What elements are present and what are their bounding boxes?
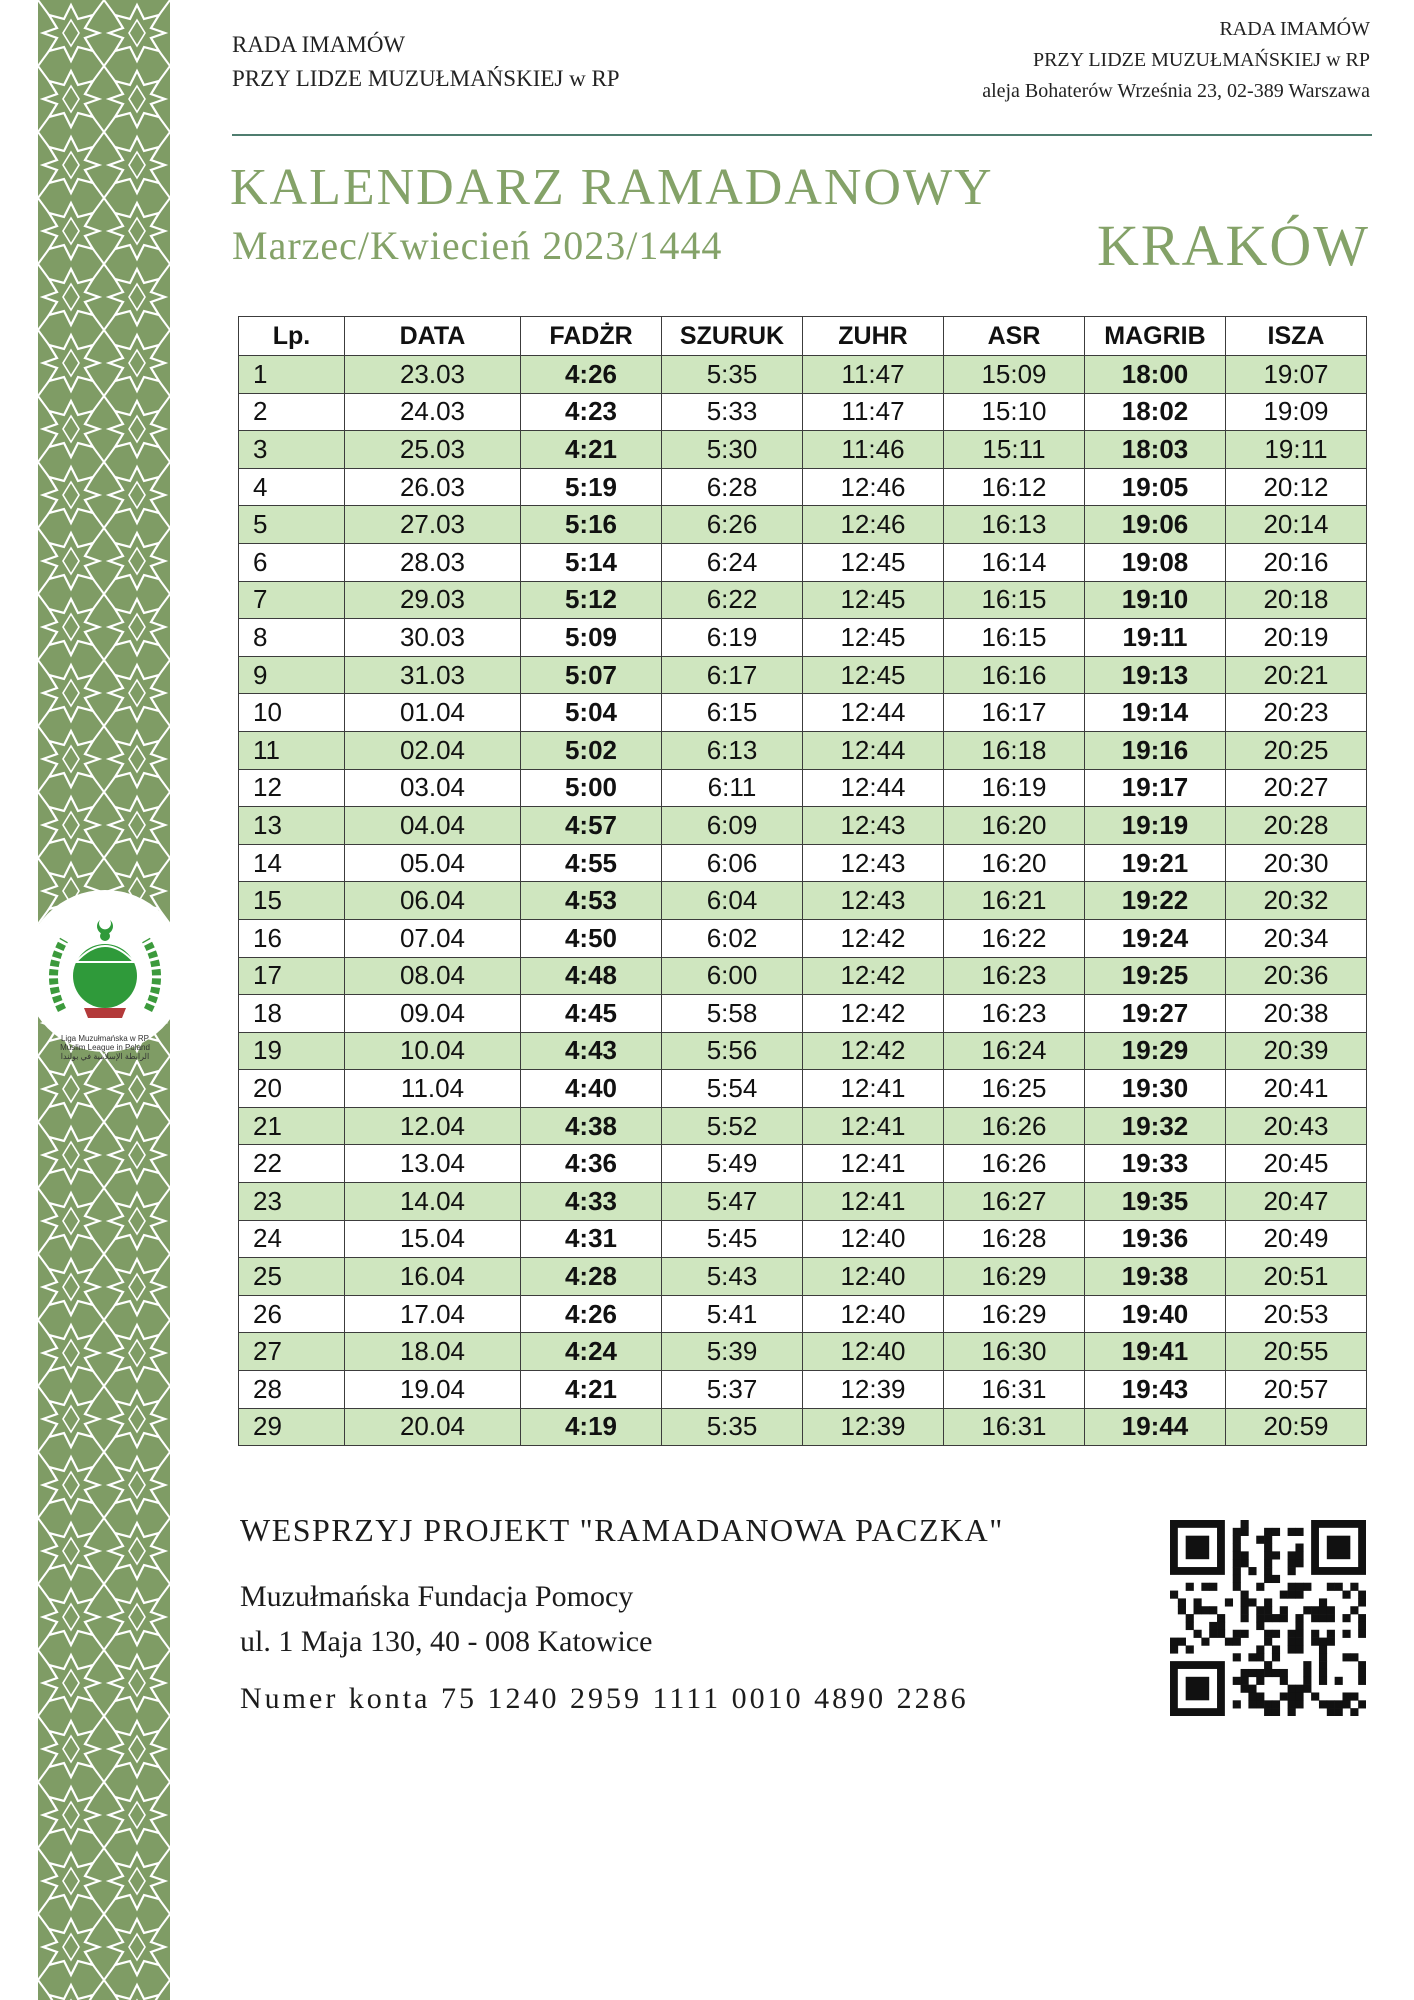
table-cell: 19:38: [1085, 1258, 1226, 1296]
table-cell: 04.04: [345, 807, 521, 845]
table-cell: 5:07: [521, 656, 662, 694]
table-cell: 16:26: [944, 1107, 1085, 1145]
table-cell: 16:31: [944, 1408, 1085, 1446]
table-cell: 4:26: [521, 1295, 662, 1333]
table-cell: 4:26: [521, 356, 662, 394]
table-cell: 12:40: [803, 1258, 944, 1296]
table-cell: 19:19: [1085, 807, 1226, 845]
table-cell: 20: [239, 1070, 345, 1108]
table-cell: 6:00: [662, 957, 803, 995]
table-cell: 18.04: [345, 1333, 521, 1371]
table-row: [239, 431, 1367, 469]
table-cell: 20:51: [1226, 1258, 1367, 1296]
table-cell: 5: [239, 506, 345, 544]
table-cell: 19:33: [1085, 1145, 1226, 1183]
table-cell: 20:23: [1226, 694, 1367, 732]
table-cell: 12:39: [803, 1408, 944, 1446]
table-cell: 6:13: [662, 731, 803, 769]
table-row: [239, 1371, 1367, 1409]
table-cell: 20:19: [1226, 619, 1367, 657]
table-cell: 30.03: [345, 619, 521, 657]
table-cell: 01.04: [345, 694, 521, 732]
table-cell: 4:45: [521, 995, 662, 1033]
table-cell: 12:40: [803, 1220, 944, 1258]
table-cell: 6:02: [662, 919, 803, 957]
table-row: [239, 694, 1367, 732]
table-cell: 4:19: [521, 1408, 662, 1446]
table-cell: 5:39: [662, 1333, 803, 1371]
table-cell: 15:10: [944, 393, 1085, 431]
table-cell: 4:48: [521, 957, 662, 995]
table-cell: 18:02: [1085, 393, 1226, 431]
prayer-times-table: [238, 316, 1367, 1446]
table-cell: 6:06: [662, 844, 803, 882]
table-cell: 20:57: [1226, 1371, 1367, 1409]
table-cell: 20:28: [1226, 807, 1367, 845]
table-cell: 28.03: [345, 543, 521, 581]
page-subtitle: Marzec/Kwiecień 2023/1444: [232, 223, 723, 268]
table-cell: 24.03: [345, 393, 521, 431]
table-cell: 20:30: [1226, 844, 1367, 882]
table-row: [239, 1032, 1367, 1070]
table-cell: 19:30: [1085, 1070, 1226, 1108]
table-cell: 5:09: [521, 619, 662, 657]
table-row: [239, 1183, 1367, 1221]
header-right-line2: PRZY LIDZE MUZUŁMAŃSKIEJ w RP: [1032, 49, 1370, 71]
table-row: [239, 543, 1367, 581]
table-row: [239, 1070, 1367, 1108]
table-cell: 16:31: [944, 1371, 1085, 1409]
table-cell: 5:04: [521, 694, 662, 732]
table-cell: 13: [239, 807, 345, 845]
table-cell: 20:16: [1226, 543, 1367, 581]
table-cell: 5:56: [662, 1032, 803, 1070]
table-cell: 19:25: [1085, 957, 1226, 995]
table-cell: 5:00: [521, 769, 662, 807]
table-cell: 16.04: [345, 1258, 521, 1296]
logo-caption-line1: Liga Muzułmańska w RP: [60, 1034, 150, 1043]
table-row: [239, 1258, 1367, 1296]
table-cell: 4:36: [521, 1145, 662, 1183]
table-cell: 20:53: [1226, 1295, 1367, 1333]
table-cell: 4:23: [521, 393, 662, 431]
table-cell: 12:40: [803, 1333, 944, 1371]
table-cell: 18:00: [1085, 356, 1226, 394]
table-cell: 16:12: [944, 468, 1085, 506]
table-row: [239, 506, 1367, 544]
table-cell: 19:16: [1085, 731, 1226, 769]
table-cell: 19:44: [1085, 1408, 1226, 1446]
table-cell: 09.04: [345, 995, 521, 1033]
table-cell: 5:54: [662, 1070, 803, 1108]
table-cell: 12:44: [803, 694, 944, 732]
table-cell: 08.04: [345, 957, 521, 995]
table-header: [239, 317, 1367, 356]
table-cell: 19:40: [1085, 1295, 1226, 1333]
table-cell: 16:13: [944, 506, 1085, 544]
table-row: [239, 356, 1367, 394]
table-cell: 5:52: [662, 1107, 803, 1145]
table-cell: 16:20: [944, 807, 1085, 845]
table-cell: 16:24: [944, 1032, 1085, 1070]
table-cell: 10: [239, 694, 345, 732]
support-account-number: Numer konta 75 1240 2959 1111 0010 4890 2286: [240, 1682, 969, 1715]
table-row: [239, 1408, 1367, 1446]
table-cell: 10.04: [345, 1032, 521, 1070]
table-cell: 20:18: [1226, 581, 1367, 619]
table-cell: 12:45: [803, 543, 944, 581]
table-cell: 12:43: [803, 882, 944, 920]
table-cell: 16:16: [944, 656, 1085, 694]
table-cell: 6:11: [662, 769, 803, 807]
table-row: [239, 844, 1367, 882]
table-cell: 15:09: [944, 356, 1085, 394]
table-cell: 12:42: [803, 919, 944, 957]
table-cell: 16:17: [944, 694, 1085, 732]
table-row: [239, 1107, 1367, 1145]
table-cell: 19:09: [1226, 393, 1367, 431]
table-cell: 20:38: [1226, 995, 1367, 1033]
header-left-line2: PRZY LIDZE MUZUŁMAŃSKIEJ w RP: [232, 66, 620, 91]
table-cell: 20:32: [1226, 882, 1367, 920]
table-cell: 16:15: [944, 619, 1085, 657]
table-cell: 13.04: [345, 1145, 521, 1183]
table-cell: 4:53: [521, 882, 662, 920]
table-cell: 4:40: [521, 1070, 662, 1108]
table-cell: 4: [239, 468, 345, 506]
table-cell: 4:38: [521, 1107, 662, 1145]
table-cell: 5:47: [662, 1183, 803, 1221]
table-cell: 4:57: [521, 807, 662, 845]
table-header-cell: ZUHR: [803, 317, 944, 356]
table-row: [239, 619, 1367, 657]
table-cell: 20.04: [345, 1408, 521, 1446]
table-cell: 15.04: [345, 1220, 521, 1258]
table-cell: 16: [239, 919, 345, 957]
table-header-cell: MAGRIB: [1085, 317, 1226, 356]
table-cell: 12:45: [803, 619, 944, 657]
table-cell: 19:43: [1085, 1371, 1226, 1409]
table-cell: 12:46: [803, 506, 944, 544]
table-cell: 20:41: [1226, 1070, 1367, 1108]
table-row: [239, 581, 1367, 619]
table-cell: 16:26: [944, 1145, 1085, 1183]
table-cell: 16:15: [944, 581, 1085, 619]
table-row: [239, 1145, 1367, 1183]
table-cell: 19:27: [1085, 995, 1226, 1033]
table-cell: 6:17: [662, 656, 803, 694]
table-cell: 12:45: [803, 581, 944, 619]
table-row: [239, 995, 1367, 1033]
table-cell: 12:44: [803, 769, 944, 807]
city-name: KRAKÓW: [1097, 213, 1370, 278]
page-title: KALENDARZ RAMADANOWY: [230, 159, 994, 216]
table-cell: 5:30: [662, 431, 803, 469]
header-right-line1: RADA IMAMÓW: [1219, 18, 1370, 40]
logo-caption-line3: الرابطة الإسلامية في بولندا: [60, 1052, 150, 1061]
table-cell: 16:21: [944, 882, 1085, 920]
table-cell: 20:36: [1226, 957, 1367, 995]
table-cell: 1: [239, 356, 345, 394]
table-cell: 16:23: [944, 957, 1085, 995]
table-cell: 19:35: [1085, 1183, 1226, 1221]
table-cell: 6: [239, 543, 345, 581]
table-row: [239, 769, 1367, 807]
table-cell: 4:28: [521, 1258, 662, 1296]
table-cell: 15:11: [944, 431, 1085, 469]
table-cell: 5:19: [521, 468, 662, 506]
table-cell: 4:33: [521, 1183, 662, 1221]
table-cell: 16:18: [944, 731, 1085, 769]
table-row: [239, 393, 1367, 431]
table-cell: 12:44: [803, 731, 944, 769]
table-cell: 12:42: [803, 957, 944, 995]
table-cell: 6:15: [662, 694, 803, 732]
support-address: ul. 1 Maja 130, 40 - 008 Katowice: [240, 1625, 653, 1658]
table-cell: 4:21: [521, 431, 662, 469]
table-cell: 12:46: [803, 468, 944, 506]
table-cell: 29.03: [345, 581, 521, 619]
table-header-cell: FADŻR: [521, 317, 662, 356]
table-cell: 16:14: [944, 543, 1085, 581]
table-cell: 6:22: [662, 581, 803, 619]
table-cell: 26: [239, 1295, 345, 1333]
table-cell: 5:49: [662, 1145, 803, 1183]
table-cell: 20:43: [1226, 1107, 1367, 1145]
table-cell: 20:21: [1226, 656, 1367, 694]
table-cell: 11:47: [803, 393, 944, 431]
table-cell: 16:30: [944, 1333, 1085, 1371]
table-body: [239, 356, 1367, 1446]
table-cell: 20:45: [1226, 1145, 1367, 1183]
table-cell: 19:11: [1085, 619, 1226, 657]
muslim-league-logo: [24, 890, 186, 1052]
table-cell: 16:19: [944, 769, 1085, 807]
table-cell: 6:19: [662, 619, 803, 657]
table-cell: 4:31: [521, 1220, 662, 1258]
table-header-cell: DATA: [345, 317, 521, 356]
table-cell: 20:55: [1226, 1333, 1367, 1371]
table-cell: 16:25: [944, 1070, 1085, 1108]
table-cell: 16:23: [944, 995, 1085, 1033]
table-cell: 03.04: [345, 769, 521, 807]
table-cell: 22: [239, 1145, 345, 1183]
header-right: [982, 14, 1370, 107]
table-cell: 20:47: [1226, 1183, 1367, 1221]
table-header-cell: SZURUK: [662, 317, 803, 356]
table-cell: 5:45: [662, 1220, 803, 1258]
table-cell: 02.04: [345, 731, 521, 769]
table-cell: 17: [239, 957, 345, 995]
header-left-line1: RADA IMAMÓW: [232, 32, 406, 57]
support-organization: Muzułmańska Fundacja Pomocy: [240, 1580, 634, 1613]
qr-code: [1170, 1520, 1366, 1716]
table-row: [239, 731, 1367, 769]
muslim-league-emblem-icon: [24, 890, 186, 1052]
table-row: [239, 1333, 1367, 1371]
table-cell: 6:28: [662, 468, 803, 506]
table-header-row: [239, 317, 1367, 356]
table-cell: 14.04: [345, 1183, 521, 1221]
table-cell: 12:43: [803, 807, 944, 845]
table-cell: 31.03: [345, 656, 521, 694]
table-row: [239, 656, 1367, 694]
table-row: [239, 957, 1367, 995]
table-cell: 19:21: [1085, 844, 1226, 882]
table-cell: 16:20: [944, 844, 1085, 882]
table-cell: 12:42: [803, 1032, 944, 1070]
table-cell: 18: [239, 995, 345, 1033]
table-cell: 19:17: [1085, 769, 1226, 807]
table-cell: 19: [239, 1032, 345, 1070]
table-cell: 5:02: [521, 731, 662, 769]
table-cell: 19:29: [1085, 1032, 1226, 1070]
table-cell: 20:39: [1226, 1032, 1367, 1070]
table-cell: 28: [239, 1371, 345, 1409]
table-cell: 5:43: [662, 1258, 803, 1296]
table-cell: 12:42: [803, 995, 944, 1033]
table-cell: 26.03: [345, 468, 521, 506]
table-cell: 6:26: [662, 506, 803, 544]
table-cell: 16:29: [944, 1258, 1085, 1296]
table-cell: 5:35: [662, 1408, 803, 1446]
table-cell: 19:08: [1085, 543, 1226, 581]
header-right-address: aleja Bohaterów Września 23, 02-389 Warszawa: [982, 80, 1370, 102]
table-cell: 20:12: [1226, 468, 1367, 506]
table-cell: 12:40: [803, 1295, 944, 1333]
table-cell: 16:29: [944, 1295, 1085, 1333]
table-cell: 11:46: [803, 431, 944, 469]
table-header-cell: ASR: [944, 317, 1085, 356]
table-cell: 5:12: [521, 581, 662, 619]
table-cell: 19:07: [1226, 356, 1367, 394]
table-cell: 19:10: [1085, 581, 1226, 619]
table-cell: 3: [239, 431, 345, 469]
table-cell: 5:16: [521, 506, 662, 544]
table-cell: 12:41: [803, 1145, 944, 1183]
table-cell: 12:41: [803, 1107, 944, 1145]
table-cell: 5:41: [662, 1295, 803, 1333]
table-cell: 20:34: [1226, 919, 1367, 957]
header-divider: [232, 134, 1372, 136]
table-cell: 19:22: [1085, 882, 1226, 920]
table-row: [239, 919, 1367, 957]
table-cell: 4:24: [521, 1333, 662, 1371]
table-cell: 5:35: [662, 356, 803, 394]
table-cell: 12:45: [803, 656, 944, 694]
table-cell: 19:14: [1085, 694, 1226, 732]
table-cell: 20:14: [1226, 506, 1367, 544]
table-cell: 12:41: [803, 1183, 944, 1221]
table-cell: 06.04: [345, 882, 521, 920]
table-cell: 27.03: [345, 506, 521, 544]
table-cell: 20:49: [1226, 1220, 1367, 1258]
table-cell: 19:11: [1226, 431, 1367, 469]
table-cell: 5:14: [521, 543, 662, 581]
table-cell: 12:39: [803, 1371, 944, 1409]
header-left: [232, 28, 620, 96]
table-cell: 8: [239, 619, 345, 657]
table-cell: 19:36: [1085, 1220, 1226, 1258]
table-header-cell: ISZA: [1226, 317, 1367, 356]
table-row: [239, 1295, 1367, 1333]
table-cell: 25.03: [345, 431, 521, 469]
table-cell: 27: [239, 1333, 345, 1371]
logo-caption: [34, 1034, 176, 1061]
table-cell: 12: [239, 769, 345, 807]
table-cell: 07.04: [345, 919, 521, 957]
qr-code-icon: [1170, 1520, 1366, 1716]
table-header-cell: Lp.: [239, 317, 345, 356]
table-cell: 12:41: [803, 1070, 944, 1108]
table-cell: 7: [239, 581, 345, 619]
table-cell: 25: [239, 1258, 345, 1296]
table-cell: 11: [239, 731, 345, 769]
table-cell: 4:55: [521, 844, 662, 882]
table-row: [239, 882, 1367, 920]
table-cell: 19:06: [1085, 506, 1226, 544]
table-cell: 19:13: [1085, 656, 1226, 694]
table-cell: 20:59: [1226, 1408, 1367, 1446]
table-cell: 4:50: [521, 919, 662, 957]
table-cell: 6:09: [662, 807, 803, 845]
table-cell: 11:47: [803, 356, 944, 394]
table-cell: 29: [239, 1408, 345, 1446]
table-row: [239, 1220, 1367, 1258]
table-cell: 12.04: [345, 1107, 521, 1145]
table-cell: 24: [239, 1220, 345, 1258]
table-cell: 23: [239, 1183, 345, 1221]
table-cell: 2: [239, 393, 345, 431]
table-cell: 4:43: [521, 1032, 662, 1070]
table-cell: 16:27: [944, 1183, 1085, 1221]
table-cell: 20:25: [1226, 731, 1367, 769]
table-cell: 4:21: [521, 1371, 662, 1409]
table-cell: 19:05: [1085, 468, 1226, 506]
table-cell: 19:32: [1085, 1107, 1226, 1145]
table-cell: 19.04: [345, 1371, 521, 1409]
table-cell: 19:24: [1085, 919, 1226, 957]
table-row: [239, 807, 1367, 845]
table-cell: 5:58: [662, 995, 803, 1033]
support-title: WESPRZYJ PROJEKT "RAMADANOWA PACZKA": [240, 1512, 1004, 1548]
table-cell: 5:37: [662, 1371, 803, 1409]
table-cell: 05.04: [345, 844, 521, 882]
table-cell: 20:27: [1226, 769, 1367, 807]
table-cell: 16:28: [944, 1220, 1085, 1258]
table-cell: 21: [239, 1107, 345, 1145]
table-cell: 18:03: [1085, 431, 1226, 469]
table-cell: 9: [239, 656, 345, 694]
table-cell: 17.04: [345, 1295, 521, 1333]
table-cell: 5:33: [662, 393, 803, 431]
table-cell: 14: [239, 844, 345, 882]
table-row: [239, 468, 1367, 506]
table-cell: 16:22: [944, 919, 1085, 957]
table-cell: 19:41: [1085, 1333, 1226, 1371]
table-cell: 12:43: [803, 844, 944, 882]
table-cell: 6:24: [662, 543, 803, 581]
table-cell: 6:04: [662, 882, 803, 920]
table-cell: 15: [239, 882, 345, 920]
table-cell: 23.03: [345, 356, 521, 394]
table-cell: 11.04: [345, 1070, 521, 1108]
logo-caption-line2: Muslim League in Poland: [60, 1043, 150, 1052]
